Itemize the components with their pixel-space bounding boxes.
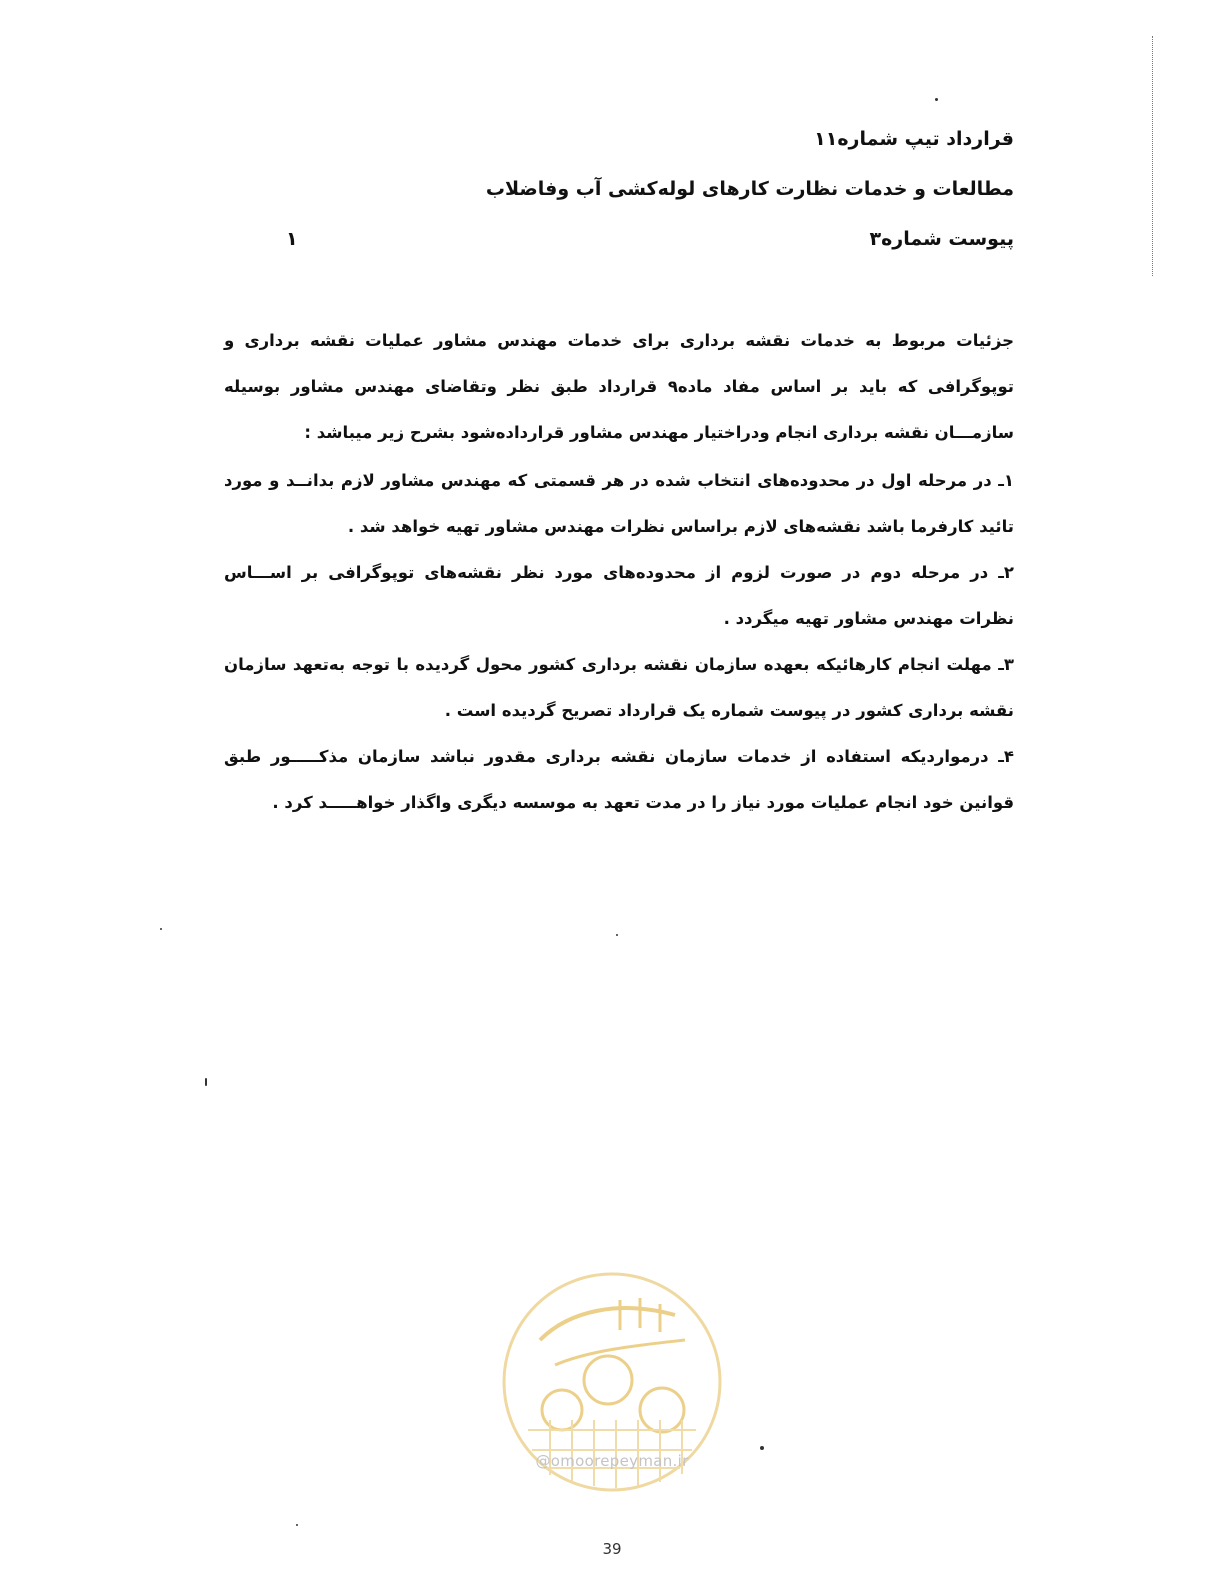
contract-title: قرارداد تیپ شماره۱۱ <box>814 128 1014 150</box>
scan-speck <box>616 934 618 936</box>
scan-speck <box>160 928 162 930</box>
scan-margin-marks <box>1152 36 1159 276</box>
watermark-url: @omoorepeyman.ir <box>535 1452 689 1470</box>
scan-speck <box>296 1524 298 1526</box>
list-item: ۲ـ در مرحله دوم در صورت لزوم از محدوده‌های مورد نظر نقشه‌های توپوگرافی بر اســـاس نظرات مهندس مشاور تهیه میگردد . <box>224 563 1014 628</box>
contract-subtitle: مطالعات و خدمات نظارت کارهای لوله‌کشی آب وفاضلاب <box>485 178 1014 200</box>
scan-speck <box>205 1078 207 1086</box>
annex-page-number: ۱ <box>286 228 298 250</box>
list-item: ۱ـ در مرحله اول در محدوده‌های انتخاب شده در هر قسمتی که مهندس مشاور لازم بدانــد و مورد تائید کارفرما باشد نقشه‌های لازم براساس نظرات مهندس مشاور تهیه خواهد شد . <box>224 471 1014 536</box>
list-item: ۳ـ مهلت انجام کارهائیکه بعهده سازمان نقشه برداری کشور محول گردیده با توجه به‌تعهد سازمان نقشه برداری کشور در پیوست شماره یک قرارداد تصریح گردیده است . <box>224 655 1014 720</box>
scan-speck <box>935 98 938 101</box>
scan-speck <box>760 1446 764 1450</box>
annex-label: پیوست شماره۳ <box>869 228 1014 250</box>
list-item: ۴ـ درمواردیکه استفاده از خدمات سازمان نقشه برداری مقدور نباشد سازمان مذکـــــور طبق قوانین خود انجام عملیات مورد نیاز را در مدت تعهد به موسسه دیگری واگذار خواهـــــد کرد . <box>224 747 1014 812</box>
page-number: 39 <box>602 1540 622 1558</box>
intro-paragraph: جزئیات مربوط به خدمات نقشه برداری برای خدمات مهندس مشاور عملیات نقشه برداری و توپوگرافی که باید بر اساس مفاد ماده۹ قرارداد طبق نظر وتقاضای مهندس مشاور بوسیله سازمـــان نقشه برداری انجام ودراختیار مهندس مشاور قرارداده‌شود بشرح زیر میباشد : <box>224 331 1014 442</box>
